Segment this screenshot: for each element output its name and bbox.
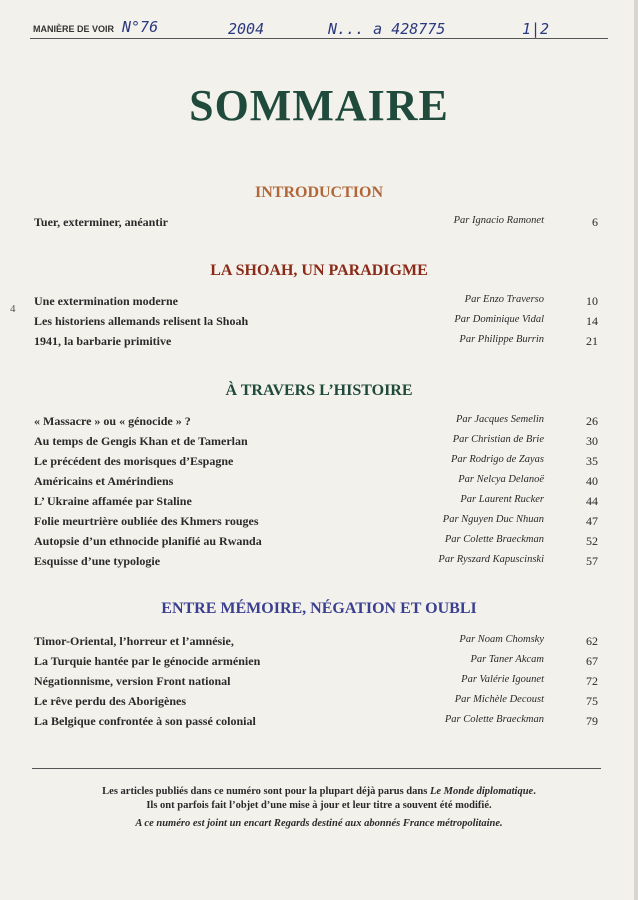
footer-line1-prefix: Les articles publiés dans ce numéro sont pour la plupart déjà parus dans <box>102 786 430 797</box>
article-title: Autopsie d’un ethnocide planifié au Rwanda <box>34 534 262 548</box>
article-page: 44 <box>586 494 598 508</box>
article-page: 52 <box>586 534 598 548</box>
article-title: Au temps de Gengis Khan et de Tamerlan <box>34 434 248 448</box>
article-page: 75 <box>586 694 598 708</box>
article-author: Par Philippe Burrin <box>459 334 544 345</box>
margin-page-number: 4 <box>10 303 16 315</box>
article-title: 1941, la barbarie primitive <box>34 334 172 348</box>
footer-note-line3: A ce numéro est joint un encart Regards destiné aux abonnés France métropolitaine. <box>135 818 503 829</box>
toc-row[interactable] <box>34 494 606 512</box>
magazine-name: MANIÈRE DE VOIR <box>33 24 115 34</box>
article-author: Par Christian de Brie <box>452 434 544 445</box>
toc-row[interactable] <box>34 554 606 572</box>
article-page: 57 <box>586 554 598 568</box>
article-page: 26 <box>586 414 598 428</box>
article-title: Américains et Amérindiens <box>34 474 174 488</box>
article-title: La Belgique confrontée à son passé colonial <box>34 714 256 728</box>
section-title-shoah: LA SHOAH, UN PARADIGME <box>210 262 428 279</box>
handwritten-issue: N°76 <box>122 18 159 36</box>
article-page: 62 <box>586 634 598 648</box>
article-author: Par Laurent Rucker <box>460 494 544 505</box>
article-title: Timor-Oriental, l’horreur et l’amnésie, <box>34 634 234 648</box>
article-author: Par Rodrigo de Zayas <box>450 454 544 465</box>
toc-row[interactable] <box>34 474 606 492</box>
toc-row[interactable] <box>34 294 606 312</box>
toc-row[interactable] <box>34 674 606 692</box>
article-title: Le précédent des morisques d’Espagne <box>34 454 234 468</box>
article-page: 47 <box>586 514 598 528</box>
article-title: Les historiens allemands relisent la Shoah <box>34 314 249 328</box>
handwritten-year: 2004 <box>228 20 265 38</box>
article-page: 10 <box>586 294 598 308</box>
article-author: Par Colette Braeckman <box>444 534 544 545</box>
footer-line1-suffix: . <box>533 786 536 797</box>
toc-row[interactable] <box>34 414 606 432</box>
article-author: Par Ryszard Kapuscinski <box>438 554 544 565</box>
article-author: Par Taner Akcam <box>470 654 544 665</box>
article-title: Esquisse d’une typologie <box>34 554 161 568</box>
toc-row[interactable] <box>34 215 606 233</box>
footer-publication-name: Le Monde diplomatique <box>429 786 534 797</box>
article-title: Folie meurtrière oubliée des Khmers rouges <box>34 514 259 528</box>
section-title-introduction: INTRODUCTION <box>254 184 383 201</box>
article-page: 79 <box>586 714 598 728</box>
toc-row[interactable] <box>34 634 606 652</box>
section-title-histoire: À TRAVERS L’HISTOIRE <box>225 382 413 399</box>
toc-row[interactable] <box>34 434 606 452</box>
article-author: Par Nelcya Delanoë <box>458 474 544 485</box>
article-author: Par Jacques Semelin <box>455 414 544 425</box>
article-author: Par Valérie Igounet <box>461 674 544 685</box>
handwritten-fraction: 1|2 <box>522 20 550 38</box>
page-title: SOMMAIRE <box>189 81 449 130</box>
toc-row[interactable] <box>34 454 606 472</box>
article-title: La Turquie hantée par le génocide arménien <box>34 654 261 668</box>
article-title: « Massacre » ou « génocide » ? <box>34 414 191 428</box>
article-author: Par Colette Braeckman <box>444 714 544 725</box>
toc-row[interactable] <box>34 514 606 532</box>
article-page: 67 <box>586 654 598 668</box>
article-author: Par Dominique Vidal <box>454 314 544 325</box>
toc-row[interactable] <box>34 714 606 732</box>
article-author: Par Enzo Traverso <box>464 294 544 305</box>
footer-rule <box>32 768 601 769</box>
article-author: Par Noam Chomsky <box>459 634 544 645</box>
scan-edge <box>634 0 638 900</box>
toc-row[interactable] <box>34 314 606 332</box>
article-title: Tuer, exterminer, anéantir <box>34 215 168 229</box>
toc-row[interactable] <box>34 334 606 352</box>
article-title: Négationnisme, version Front national <box>34 674 231 688</box>
article-page: 21 <box>586 334 598 348</box>
header <box>30 18 608 40</box>
toc-row[interactable] <box>34 534 606 552</box>
article-page: 30 <box>586 434 598 448</box>
article-author: Par Michèle Decoust <box>454 694 544 705</box>
toc-row[interactable] <box>34 654 606 672</box>
article-title: Une extermination moderne <box>34 294 178 308</box>
footer-note-line2: Ils ont parfois fait l’objet d’une mise à jour et leur titre a souvent été modifié. <box>146 800 492 811</box>
article-page: 40 <box>586 474 598 488</box>
toc-row[interactable] <box>34 694 606 712</box>
article-title: Le rêve perdu des Aborigènes <box>34 694 186 708</box>
article-author: Par Ignacio Ramonet <box>453 215 544 226</box>
article-page: 35 <box>586 454 598 468</box>
article-page: 72 <box>586 674 598 688</box>
handwritten-reference: N... a 428775 <box>328 20 446 38</box>
section-title-memoire: ENTRE MÉMOIRE, NÉGATION ET OUBLI <box>161 600 477 617</box>
header-rule <box>30 38 608 39</box>
footer-note-line1 <box>0 786 638 797</box>
article-title: L’ Ukraine affamée par Staline <box>34 494 192 508</box>
article-page: 6 <box>592 215 598 229</box>
article-author: Par Nguyen Duc Nhuan <box>442 514 544 525</box>
article-page: 14 <box>586 314 598 328</box>
